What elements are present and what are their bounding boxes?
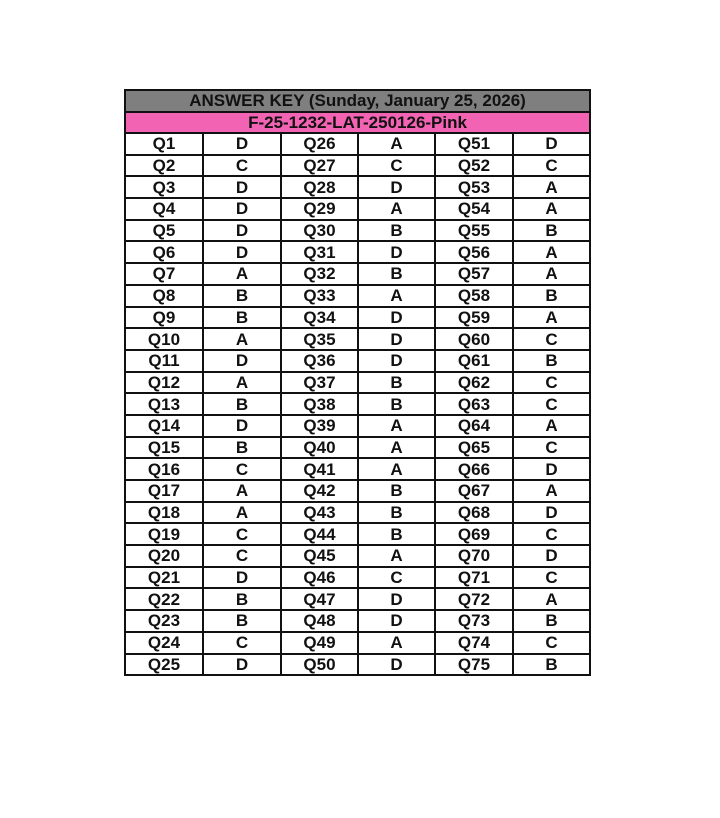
answer-letter: A xyxy=(203,263,281,285)
table-row xyxy=(125,415,590,437)
question-number: Q23 xyxy=(125,610,203,632)
answer-letter: B xyxy=(513,610,590,632)
table-row xyxy=(125,523,590,545)
answer-letter: B xyxy=(513,654,590,676)
answer-letter: A xyxy=(358,458,435,480)
answer-letter: A xyxy=(358,632,435,654)
answer-letter: B xyxy=(203,610,281,632)
question-number: Q69 xyxy=(435,523,513,545)
question-number: Q74 xyxy=(435,632,513,654)
question-number: Q67 xyxy=(435,480,513,502)
question-number: Q30 xyxy=(281,220,358,242)
table-row xyxy=(125,588,590,610)
answer-letter: D xyxy=(358,350,435,372)
answer-letter: D xyxy=(513,545,590,567)
question-number: Q31 xyxy=(281,241,358,263)
answer-letter: D xyxy=(513,502,590,524)
question-number: Q54 xyxy=(435,198,513,220)
question-number: Q16 xyxy=(125,458,203,480)
question-number: Q62 xyxy=(435,372,513,394)
question-number: Q56 xyxy=(435,241,513,263)
answer-letter: B xyxy=(358,263,435,285)
question-number: Q11 xyxy=(125,350,203,372)
answer-letter: C xyxy=(513,567,590,589)
question-number: Q37 xyxy=(281,372,358,394)
question-number: Q34 xyxy=(281,307,358,329)
question-number: Q52 xyxy=(435,155,513,177)
question-number: Q48 xyxy=(281,610,358,632)
question-number: Q47 xyxy=(281,588,358,610)
question-number: Q21 xyxy=(125,567,203,589)
table-row xyxy=(125,610,590,632)
answer-letter: A xyxy=(513,263,590,285)
question-number: Q58 xyxy=(435,285,513,307)
question-number: Q25 xyxy=(125,654,203,676)
table-row xyxy=(125,480,590,502)
answer-letter: B xyxy=(358,523,435,545)
table-row xyxy=(125,241,590,263)
question-number: Q2 xyxy=(125,155,203,177)
table-row xyxy=(125,372,590,394)
answer-letter: B xyxy=(203,307,281,329)
question-number: Q29 xyxy=(281,198,358,220)
answer-letter: D xyxy=(203,350,281,372)
answer-letter: B xyxy=(358,480,435,502)
question-number: Q9 xyxy=(125,307,203,329)
answer-letter: A xyxy=(203,502,281,524)
question-number: Q60 xyxy=(435,328,513,350)
question-number: Q18 xyxy=(125,502,203,524)
answer-letter: D xyxy=(203,133,281,155)
question-number: Q15 xyxy=(125,437,203,459)
answer-letter: A xyxy=(358,415,435,437)
table-row xyxy=(125,263,590,285)
answer-letter: D xyxy=(203,241,281,263)
table-row xyxy=(125,198,590,220)
answer-letter: D xyxy=(358,654,435,676)
question-number: Q38 xyxy=(281,393,358,415)
answer-letter: D xyxy=(203,567,281,589)
code-row xyxy=(125,112,590,134)
answer-letter: B xyxy=(203,285,281,307)
answer-letter: A xyxy=(203,328,281,350)
question-number: Q64 xyxy=(435,415,513,437)
question-number: Q73 xyxy=(435,610,513,632)
question-number: Q33 xyxy=(281,285,358,307)
question-number: Q28 xyxy=(281,176,358,198)
answer-letter: B xyxy=(203,588,281,610)
question-number: Q57 xyxy=(435,263,513,285)
question-number: Q6 xyxy=(125,241,203,263)
table-row xyxy=(125,350,590,372)
answer-letter: D xyxy=(358,307,435,329)
answer-letter: A xyxy=(358,437,435,459)
answer-letter: B xyxy=(513,220,590,242)
answer-key-title: ANSWER KEY (Sunday, January 25, 2026) xyxy=(125,90,590,112)
answer-letter: A xyxy=(513,176,590,198)
answer-letter: C xyxy=(358,155,435,177)
question-number: Q53 xyxy=(435,176,513,198)
question-number: Q45 xyxy=(281,545,358,567)
table-row xyxy=(125,545,590,567)
answer-letter: B xyxy=(358,502,435,524)
answer-letter: A xyxy=(358,133,435,155)
question-number: Q40 xyxy=(281,437,358,459)
question-number: Q8 xyxy=(125,285,203,307)
answer-letter: A xyxy=(513,307,590,329)
answer-letter: B xyxy=(358,220,435,242)
question-number: Q1 xyxy=(125,133,203,155)
answer-letter: A xyxy=(513,480,590,502)
answer-letter: C xyxy=(203,155,281,177)
answer-letter: D xyxy=(358,328,435,350)
answer-letter: B xyxy=(358,393,435,415)
answer-letter: D xyxy=(203,198,281,220)
question-number: Q35 xyxy=(281,328,358,350)
answer-letter: C xyxy=(513,437,590,459)
table-row xyxy=(125,632,590,654)
table-row xyxy=(125,328,590,350)
question-number: Q41 xyxy=(281,458,358,480)
answer-letter: B xyxy=(358,372,435,394)
answer-letter: C xyxy=(203,458,281,480)
answer-letter: A xyxy=(203,480,281,502)
question-number: Q63 xyxy=(435,393,513,415)
question-number: Q55 xyxy=(435,220,513,242)
question-number: Q42 xyxy=(281,480,358,502)
answer-letter: C xyxy=(513,372,590,394)
answer-letter: D xyxy=(358,176,435,198)
answer-letter: D xyxy=(358,610,435,632)
answer-letter: C xyxy=(513,328,590,350)
table-row xyxy=(125,393,590,415)
answer-letter: A xyxy=(513,241,590,263)
question-number: Q36 xyxy=(281,350,358,372)
question-number: Q27 xyxy=(281,155,358,177)
question-number: Q66 xyxy=(435,458,513,480)
answer-letter: C xyxy=(513,523,590,545)
question-number: Q72 xyxy=(435,588,513,610)
table-row xyxy=(125,220,590,242)
question-number: Q75 xyxy=(435,654,513,676)
question-number: Q32 xyxy=(281,263,358,285)
answer-letter: D xyxy=(358,241,435,263)
title-row xyxy=(125,90,590,112)
answer-letter: C xyxy=(513,632,590,654)
answer-letter: C xyxy=(513,155,590,177)
question-number: Q22 xyxy=(125,588,203,610)
question-number: Q44 xyxy=(281,523,358,545)
question-number: Q12 xyxy=(125,372,203,394)
answer-letter: A xyxy=(513,588,590,610)
answer-letter: A xyxy=(358,545,435,567)
question-number: Q5 xyxy=(125,220,203,242)
answer-letter: A xyxy=(203,372,281,394)
question-number: Q65 xyxy=(435,437,513,459)
question-number: Q50 xyxy=(281,654,358,676)
answer-letter: D xyxy=(513,133,590,155)
table-row xyxy=(125,133,590,155)
answer-key-table xyxy=(124,89,591,676)
table-row xyxy=(125,458,590,480)
table-row xyxy=(125,437,590,459)
question-number: Q59 xyxy=(435,307,513,329)
question-number: Q10 xyxy=(125,328,203,350)
question-number: Q71 xyxy=(435,567,513,589)
question-number: Q26 xyxy=(281,133,358,155)
answer-letter: B xyxy=(513,285,590,307)
question-number: Q39 xyxy=(281,415,358,437)
question-number: Q7 xyxy=(125,263,203,285)
question-number: Q51 xyxy=(435,133,513,155)
table-row xyxy=(125,307,590,329)
question-number: Q19 xyxy=(125,523,203,545)
answer-letter: A xyxy=(358,198,435,220)
question-number: Q70 xyxy=(435,545,513,567)
answer-letter: C xyxy=(203,632,281,654)
answer-letter: D xyxy=(203,220,281,242)
question-number: Q3 xyxy=(125,176,203,198)
answer-letter: D xyxy=(203,415,281,437)
answer-letter: C xyxy=(358,567,435,589)
question-number: Q24 xyxy=(125,632,203,654)
question-number: Q13 xyxy=(125,393,203,415)
table-row xyxy=(125,155,590,177)
question-number: Q61 xyxy=(435,350,513,372)
question-number: Q46 xyxy=(281,567,358,589)
answer-letter: D xyxy=(203,654,281,676)
question-number: Q4 xyxy=(125,198,203,220)
answer-letter: B xyxy=(203,393,281,415)
answer-letter: D xyxy=(513,458,590,480)
answer-letter: B xyxy=(203,437,281,459)
question-number: Q20 xyxy=(125,545,203,567)
answer-letter: B xyxy=(513,350,590,372)
answer-letter: C xyxy=(513,393,590,415)
answer-letter: A xyxy=(358,285,435,307)
question-number: Q14 xyxy=(125,415,203,437)
table-row xyxy=(125,176,590,198)
table-row xyxy=(125,654,590,676)
question-number: Q43 xyxy=(281,502,358,524)
answer-letter: A xyxy=(513,415,590,437)
table-row xyxy=(125,502,590,524)
table-row xyxy=(125,567,590,589)
question-number: Q17 xyxy=(125,480,203,502)
answer-letter: D xyxy=(358,588,435,610)
table-row xyxy=(125,285,590,307)
answer-letter: C xyxy=(203,545,281,567)
question-number: Q49 xyxy=(281,632,358,654)
answer-letter: D xyxy=(203,176,281,198)
answer-letter: A xyxy=(513,198,590,220)
answer-letter: C xyxy=(203,523,281,545)
paper-code: F-25-1232-LAT-250126-Pink xyxy=(125,112,590,134)
question-number: Q68 xyxy=(435,502,513,524)
